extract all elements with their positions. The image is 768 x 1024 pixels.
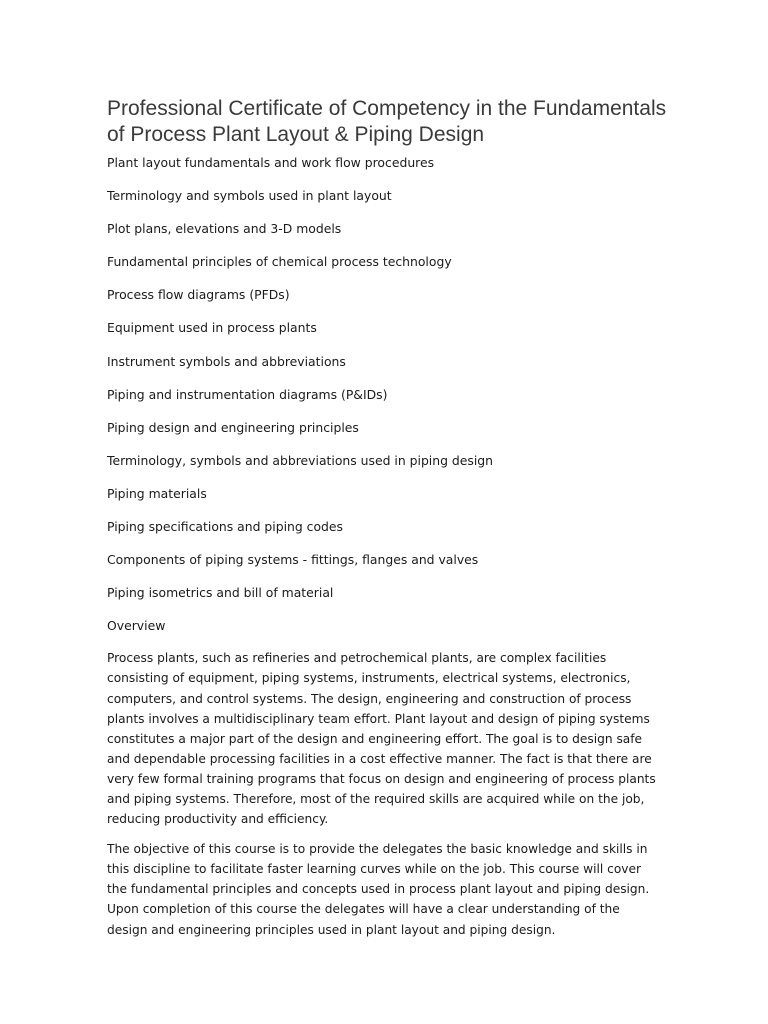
document-title: Professional Certificate of Competency in the Fundamentals of Process Plant Layout & Piping Design bbox=[107, 97, 667, 146]
topic-item: Instrument symbols and abbreviations bbox=[107, 353, 346, 369]
topic-item: Components of piping systems - fittings, flanges and valves bbox=[107, 552, 479, 568]
topic-item: Plant layout fundamentals and work flow procedures bbox=[107, 155, 435, 170]
topic-item: Piping isometrics and bill of material bbox=[107, 585, 334, 601]
topic-item: Piping materials bbox=[107, 485, 207, 501]
objective-paragraph: The objective of this course is to provide the delegates the basic knowledge and skills in this discipline to facilitate faster learning curves while on the job. This course will cover the fundamental principles and concepts used in process plant layout and piping design. Upon completion of this course the delegates will have a clear understanding of the design and engineering principles used in plant layout and piping design. bbox=[107, 842, 650, 937]
topic-item: Plot plans, elevations and 3-D models bbox=[107, 221, 342, 237]
topic-item: Piping specifications and piping codes bbox=[107, 519, 344, 535]
topic-item: Piping design and engineering principles bbox=[107, 419, 359, 435]
topic-list bbox=[107, 154, 667, 601]
document-page bbox=[107, 96, 667, 950]
topic-item: Process flow diagrams (PFDs) bbox=[107, 287, 290, 303]
overview-paragraph: Process plants, such as refineries and petrochemical plants, are complex facilities consisting of equipment, piping systems, instruments, electrical systems, electronics, computers, and control systems. The design, engineering and construction of process plants involves a multidisciplinary team effort. Plant layout and design of piping systems constitutes a major part of the design and engineering effort. The goal is to design safe and dependable processing facilities in a cost effective manner. The fact is that there are very few formal training programs that focus on design and engineering of process plants and piping systems. Therefore, most of the required skills are acquired while on the job, reducing productivity and efficiency. bbox=[107, 651, 656, 827]
overview-heading: Overview bbox=[107, 618, 166, 634]
topic-item: Piping and instrumentation diagrams (P&IDs) bbox=[107, 386, 388, 402]
topic-item: Equipment used in process plants bbox=[107, 320, 317, 336]
topic-item: Terminology, symbols and abbreviations used in piping design bbox=[107, 452, 494, 468]
topic-item: Terminology and symbols used in plant layout bbox=[107, 188, 392, 204]
topic-item: Fundamental principles of chemical process technology bbox=[107, 254, 452, 270]
